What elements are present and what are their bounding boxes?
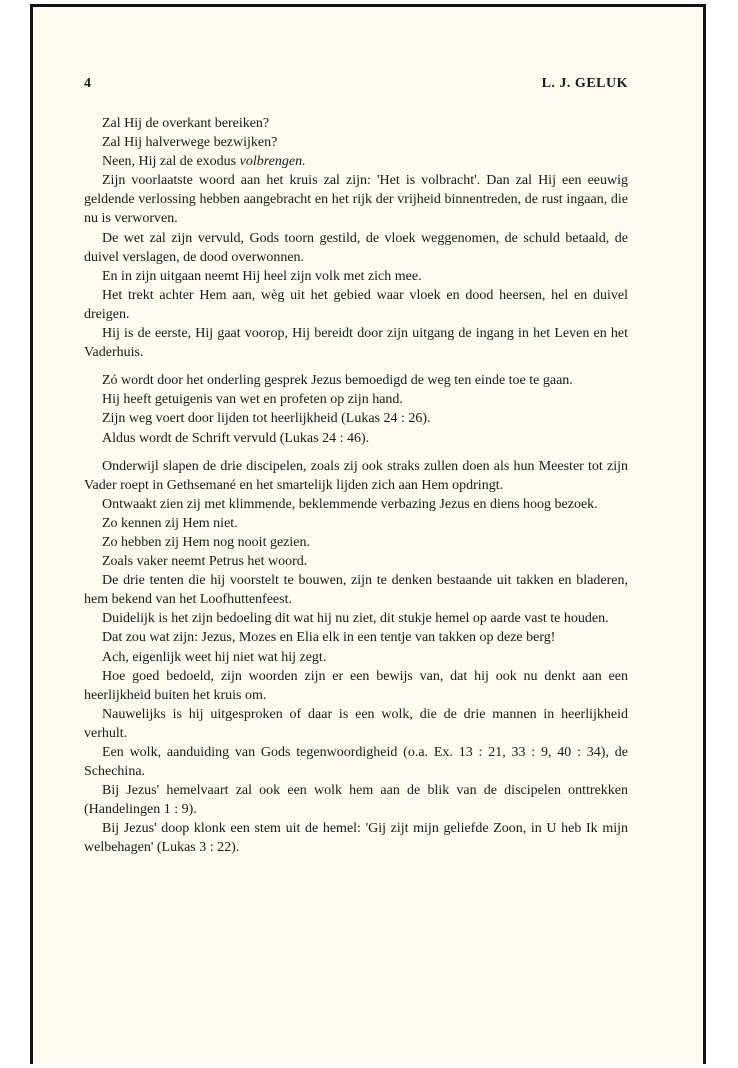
paragraph: Ach, eigenlijk weet hij niet wat hij zegt. <box>102 649 327 665</box>
page-number: 4 <box>84 76 91 91</box>
paragraph: Zó wordt door het onderling gesprek Jezus bemoedigd de weg ten einde toe te gaan. <box>102 373 573 389</box>
paragraph: Nauwelijks is hij uitgesproken of daar is een wolk, die de drie mannen in heerlijkheid verhult. <box>84 706 628 741</box>
paragraph-text: Neen, Hij zal de exodus <box>102 154 237 170</box>
paragraph: Zijn voorlaatste woord aan het kruis zal zijn: 'Het is volbracht'. Dan zal Hij een eeuwig geldende verlossing hebben aangebracht en het rijk der vrijheid binnentreden, de rust ingaan, die nu is verworven. <box>84 173 628 227</box>
emphasized-word: volbrengen. <box>239 154 306 170</box>
paragraph: Zo hebben zij Hem nog nooit gezien. <box>102 534 310 550</box>
paragraph: Zoals vaker neemt Petrus het woord. <box>102 554 308 570</box>
running-head: L. J. GELUK <box>541 76 628 91</box>
paragraph: De wet zal zijn vervuld, Gods toorn gestild, de vloek weggenomen, de schuld betaald, de duivel verslagen, de dood overwonnen. <box>84 230 628 265</box>
paragraph: Het trekt achter Hem aan, wèg uit het gebied waar vloek en dood heersen, hel en duivel dreigen. <box>84 287 628 322</box>
paragraph: Bij Jezus' doop klonk een stem uit de hemel: 'Gij zijt mijn geliefde Zoon, in U heb Ik mijn welbehagen' (Lukas 3 : 22). <box>84 821 628 856</box>
paragraph: Zo kennen zij Hem niet. <box>102 515 238 531</box>
paragraph: Aldus wordt de Schrift vervuld (Lukas 24 : 46). <box>102 430 370 446</box>
paragraph: Bij Jezus' hemelvaart zal ook een wolk hem aan de blik van de discipelen onttrekken (Handelingen 1 : 9). <box>84 783 628 818</box>
paragraph: Onderwijl slapen de drie discipelen, zoals zij ook straks zullen doen als hun Meester tot zijn Vader roept in Gethsemané en het smartelijk lijden zich aan Hem opdringt. <box>84 458 628 493</box>
paragraph: En in zijn uitgaan neemt Hij heel zijn volk met zich mee. <box>102 268 422 284</box>
paragraph: Zal Hij de overkant bereiken? <box>102 116 270 131</box>
paragraph: Ontwaakt zien zij met klimmende, beklemmende verbazing Jezus en diens hoog bezoek. <box>102 496 598 512</box>
paragraph: Dat zou wat zijn: Jezus, Mozes en Elia elk in een tentje van takken op deze berg! <box>102 630 556 646</box>
paragraph: Hoe goed bedoeld, zijn woorden zijn er een bewijs van, dat hij ook nu denkt aan een heerlijkheid buiten het kruis om. <box>84 668 628 703</box>
paragraph: Hij is de eerste, Hij gaat voorop, Hij bereidt door zijn uitgang de ingang in het Leven en het Vaderhuis. <box>84 326 628 361</box>
paragraph: Hij heeft getuigenis van wet en profeten op zijn hand. <box>102 392 403 408</box>
paragraph <box>84 152 628 171</box>
body-text <box>84 114 628 858</box>
paragraph: Duidelijk is het zijn bedoeling dit wat hij nu ziet, dit stukje hemel op aarde vast te houden. <box>102 611 609 627</box>
paragraph: Zal Hij halverwege bezwijken? <box>102 135 278 151</box>
paragraph: Zijn weg voert door lijden tot heerlijkheid (Lukas 24 : 26). <box>102 411 431 427</box>
paragraph: Een wolk, aanduiding van Gods tegenwoordigheid (o.a. Ex. 13 : 21, 33 : 9, 40 : 34), de Schechina. <box>84 745 628 780</box>
paragraph: De drie tenten die hij voorstelt te bouwen, zijn te denken bestaande uit takken en bladeren, hem bekend van het Loofhuttenfeest. <box>84 573 628 608</box>
